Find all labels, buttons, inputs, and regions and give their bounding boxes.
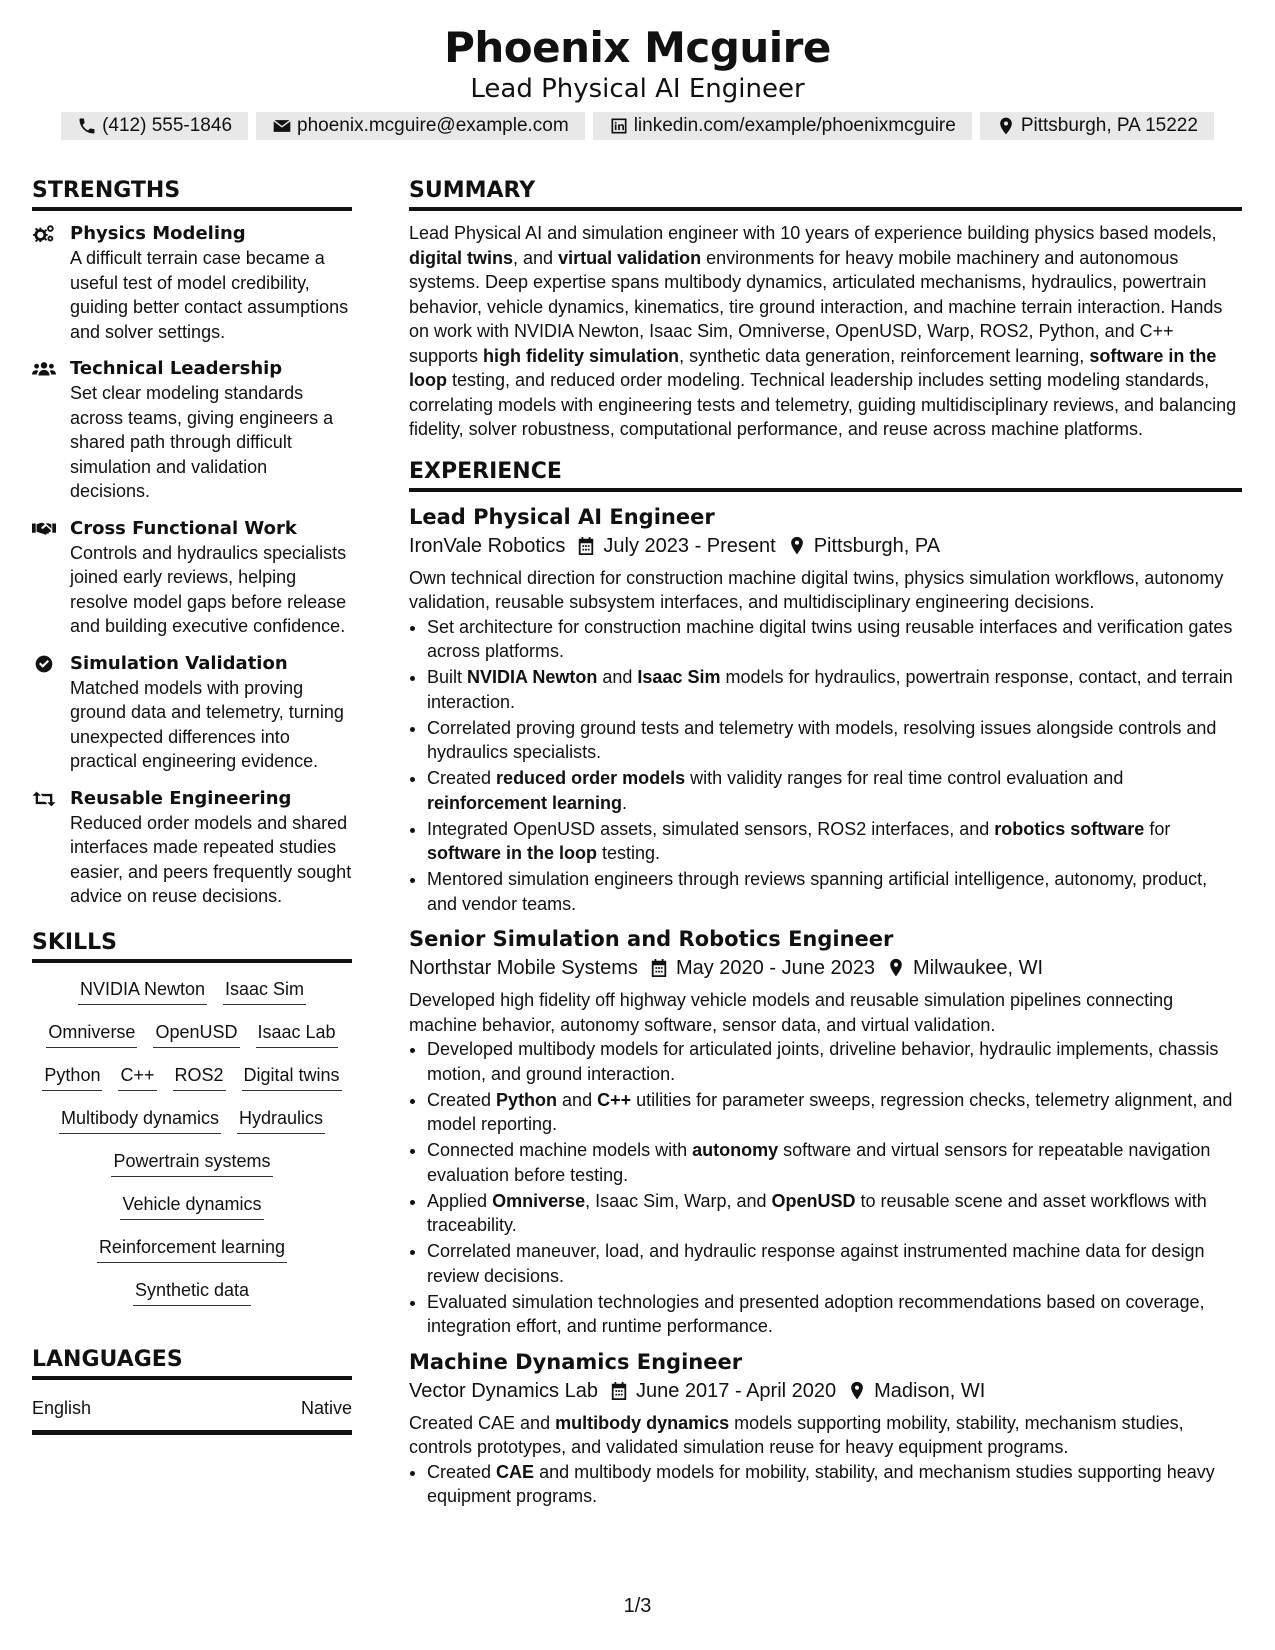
languages-heading: LANGUAGES (32, 1344, 352, 1380)
skill-tag: ROS2 (173, 1063, 226, 1091)
skill-tag: Vehicle dynamics (120, 1192, 263, 1220)
list-item: • Created CAE and multibody models for mobility, stability, and mechanism studies supporting heavy equipment programs. (427, 1460, 1242, 1509)
envelope-icon (272, 116, 292, 136)
strength-title: Technical Leadership (70, 358, 283, 379)
map-pin-icon (848, 1381, 866, 1401)
list-item: • Built NVIDIA Newton and Isaac Sim models for hydraulics, powertrain response, contact, and terrain interaction. (427, 665, 1242, 714)
skill-tag: C++ (118, 1063, 156, 1091)
job-description: Developed high fidelity off highway vehicle models and reusable simulation pipelines connecting machine behavior, autonomy software, sensor data, and virtual validation. (409, 990, 1174, 1035)
strengths-heading: STRENGTHS (32, 175, 352, 211)
gears-icon (32, 224, 56, 244)
handshake-icon (32, 519, 56, 539)
strength-item (32, 516, 352, 639)
strength-title: Physics Modeling (70, 223, 246, 244)
list-item: • Connected machine models with autonomy software and virtual sensors for repeatable navigation evaluation before testing. (427, 1138, 1242, 1187)
job-location: Pittsburgh, PA (813, 534, 941, 557)
skill-tag: NVIDIA Newton (78, 977, 207, 1005)
contact-email[interactable]: phoenix.mcguire@example.com (256, 112, 585, 140)
list-item: • Developed multibody models for articulated joints, driveline behavior, hydraulic implements, chassis motion, and ground interaction. (427, 1037, 1242, 1086)
job-meta (409, 532, 1242, 560)
skills-list (32, 973, 352, 1306)
job-company: Northstar Mobile Systems (409, 957, 638, 979)
strength-text: Set clear modeling standards across teams, giving engineers a shared path through difficult simulation and validation decisions. (70, 383, 334, 501)
skill-row (32, 1278, 352, 1306)
skill-tag: Powertrain systems (111, 1149, 272, 1177)
strength-item (32, 651, 352, 774)
calendar-icon (650, 958, 668, 978)
skill-row (32, 1020, 352, 1048)
skill-row (32, 1149, 352, 1177)
left-column (32, 175, 352, 1435)
strength-text: Reduced order models and shared interfaces made repeated studies easier, and peers frequently sought advice on reuse decisions. (70, 812, 352, 906)
skill-row (32, 977, 352, 1005)
experience-heading: EXPERIENCE (409, 456, 1242, 492)
strength-item (32, 356, 352, 504)
candidate-name: Phoenix Mcguire (444, 23, 831, 72)
candidate-title: Lead Physical AI Engineer (470, 74, 805, 104)
resume-header (0, 0, 1275, 140)
job-dates: June 2017 - April 2020 (635, 1379, 837, 1402)
calendar-icon (577, 536, 595, 556)
list-item: • Mentored simulation engineers through reviews spanning artificial intelligence, autonomy, product, and vendor teams. (427, 867, 1242, 916)
list-item: • Created reduced order models with validity ranges for real time control evaluation and reinforcement learning. (427, 766, 1242, 815)
skill-row (32, 1192, 352, 1220)
summary-heading: SUMMARY (409, 175, 1242, 211)
list-item: • Applied Omniverse, Isaac Sim, Warp, and OpenUSD to reusable scene and asset workflows with traceability. (427, 1189, 1242, 1238)
job-title: Lead Physical AI Engineer (409, 504, 715, 529)
retweet-icon (32, 789, 56, 809)
job-meta (409, 954, 1242, 982)
strength-text: A difficult terrain case became a useful test of model credibility, guiding better contact assumptions and solver settings. (70, 248, 349, 342)
skill-row (32, 1235, 352, 1263)
language-item (32, 1390, 352, 1435)
list-item: • Created Python and C++ utilities for parameter sweeps, regression checks, telemetry alignment, and model reporting. (427, 1088, 1242, 1137)
skill-tag: Multibody dynamics (59, 1106, 221, 1134)
contact-linkedin[interactable]: linkedin.com/example/phoenixmcguire (593, 112, 972, 140)
skill-tag: Omniverse (46, 1020, 137, 1048)
skill-row (32, 1063, 352, 1091)
map-pin-icon (996, 116, 1016, 136)
job-bullets (409, 615, 1242, 917)
skill-tag: Hydraulics (237, 1106, 325, 1134)
check-circle-icon (32, 654, 56, 674)
map-pin-icon (887, 958, 905, 978)
skill-row (32, 1106, 352, 1134)
skill-tag: Digital twins (242, 1063, 342, 1091)
skill-tag: Python (42, 1063, 102, 1091)
job-description: Created CAE and multibody dynamics models supporting mobility, stability, mechanism studies, controls prototypes, and validated simulation reuse for heavy equipment programs. (409, 1412, 1184, 1457)
experience-list (409, 502, 1242, 1509)
language-name: English (32, 1397, 92, 1418)
job-meta (409, 1377, 1242, 1405)
skills-heading: SKILLS (32, 927, 352, 963)
calendar-icon (610, 1381, 628, 1401)
strength-text: Matched models with proving ground data and telemetry, turning unexpected differences into practical engineering evidence. (70, 677, 344, 771)
strength-title: Simulation Validation (70, 652, 288, 674)
strength-text: Controls and hydraulics specialists joined early reviews, helping resolve model gaps before release and building executive confidence. (70, 542, 347, 636)
job-dates: May 2020 - June 2023 (675, 957, 875, 979)
skill-tag: Reinforcement learning (97, 1235, 287, 1263)
list-item: • Evaluated simulation technologies and presented adoption recommendations based on coverage, integration effort, and runtime performance. (427, 1290, 1242, 1339)
phone-icon (77, 116, 97, 136)
job-company: Vector Dynamics Lab (409, 1379, 598, 1402)
skill-tag: OpenUSD (153, 1020, 239, 1048)
right-column (409, 175, 1242, 1517)
skill-tag: Isaac Lab (256, 1020, 338, 1048)
job-description: Own technical direction for construction machine digital twins, physics simulation workflows, autonomy validation, reusable subsystem interfaces, and multidisciplinary engineering decisions. (409, 567, 1224, 612)
job-bullets (409, 1460, 1242, 1509)
job-title: Senior Simulation and Robotics Engineer (409, 927, 894, 951)
contact-location[interactable]: Pittsburgh, PA 15222 (980, 112, 1214, 140)
summary-text: Lead Physical AI and simulation engineer with 10 years of experience building physics based models, digital twins, and virtual validation environments for heavy mobile machinery and autonomous systems. Deep expertise spans multibody dynamics, articulated mechanisms, hydraulics, powertrain behavior, vehicle dynamics, kinematics, tire ground interaction, and machine terrain interaction. Hands on work with NVIDIA Newton, Isaac Sim, Omniverse, OpenUSD, Warp, ROS2, Python, and C++ supports high fidelity simulation, synthetic data generation, reinforcement learning, software in the loop testing, and reduced order modeling. Technical leadership includes setting modeling standards, correlating models with engineering tests and telemetry, guiding multidisciplinary reviews, and balancing fidelity, solver robustness, computational performance, and reuse across machine platforms. (409, 223, 1237, 439)
contact-bar (0, 112, 1275, 140)
list-item: • Integrated OpenUSD assets, simulated sensors, ROS2 interfaces, and robotics software for software in the loop testing. (427, 817, 1242, 866)
linkedin-icon (609, 116, 629, 136)
language-level: Native (300, 1397, 352, 1418)
skill-tag: Isaac Sim (223, 977, 306, 1005)
job-entry (409, 502, 1242, 917)
job-location: Milwaukee, WI (913, 957, 1044, 979)
contact-phone[interactable]: (412) 555-1846 (61, 112, 248, 140)
strength-title: Cross Functional Work (70, 517, 297, 539)
list-item: • Set architecture for construction machine digital twins using reusable interfaces and verification gates across platforms. (427, 615, 1242, 664)
page-number: 1/3 (623, 1595, 652, 1617)
map-pin-icon (788, 536, 806, 556)
strength-item (32, 221, 352, 344)
users-icon (32, 359, 56, 379)
list-item: • Correlated proving ground tests and telemetry with models, resolving issues alongside controls and hydraulics specialists. (427, 716, 1242, 765)
strength-title: Reusable Engineering (70, 787, 292, 809)
list-item: • Correlated maneuver, load, and hydraulic response against instrumented machine data for design review decisions. (427, 1239, 1242, 1288)
job-location: Madison, WI (874, 1379, 986, 1402)
job-bullets (409, 1037, 1242, 1339)
job-title: Machine Dynamics Engineer (409, 1349, 743, 1374)
skill-tag: Synthetic data (133, 1278, 251, 1306)
job-entry (409, 924, 1242, 1339)
job-entry (409, 1347, 1242, 1509)
job-company: IronVale Robotics (409, 534, 566, 557)
strength-item (32, 786, 352, 909)
job-dates: July 2023 - Present (603, 534, 776, 557)
